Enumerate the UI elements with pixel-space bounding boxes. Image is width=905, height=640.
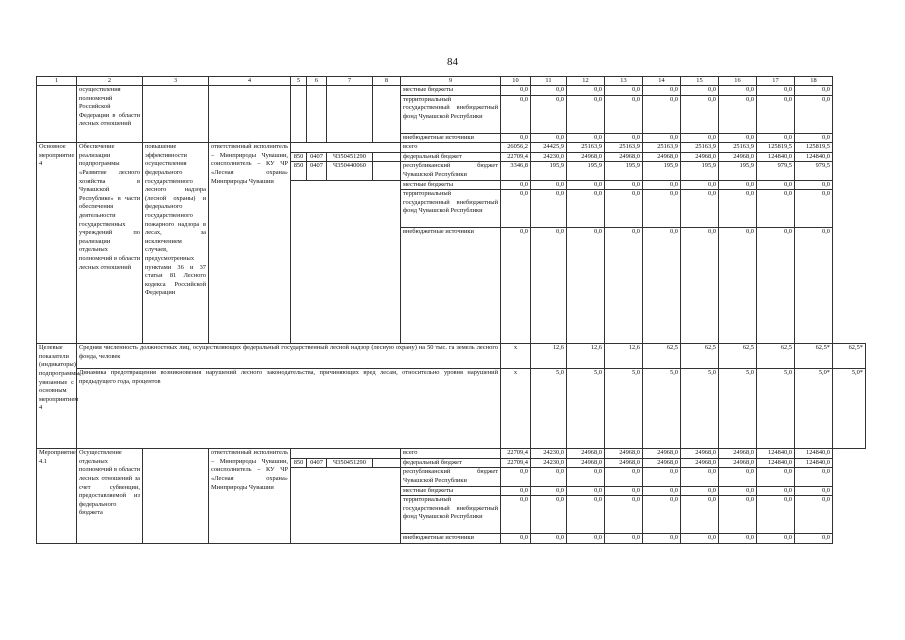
value-cell: 0,0 <box>719 228 757 344</box>
column-header: 1 <box>37 77 77 86</box>
value-cell: 124840,0 <box>757 449 795 459</box>
table-row <box>37 344 866 369</box>
column-header: 17 <box>757 77 795 86</box>
cell-empty <box>291 468 401 543</box>
code-cell: 850 <box>291 162 307 180</box>
value-cell: 0,0 <box>567 496 605 534</box>
column-header: 13 <box>605 77 643 86</box>
event-name-cell: Обеспечение реализации подпрограммы «Развитие лесного хозяйства в Чувашской Республике» в части обеспечения деятельности государственных учреждений по реализации отдельных полномочий в области лесных отношений <box>77 143 143 344</box>
value-cell: 0,0 <box>795 95 833 133</box>
column-header: 11 <box>531 77 567 86</box>
cell-empty <box>373 86 401 143</box>
value-cell: 24230,0 <box>531 152 567 162</box>
value-cell: 0,0 <box>719 468 757 486</box>
value-cell: 25163,9 <box>719 143 757 153</box>
targets-label-cell: Целевые показатели (индикаторы) подпрограммы, увязанные с основным мероприятием 4 <box>37 344 77 449</box>
value-cell: 0,0 <box>531 86 567 96</box>
value-cell: 124840,0 <box>795 458 833 468</box>
x-cell: x <box>501 369 531 449</box>
value-cell: 0,0 <box>757 468 795 486</box>
indicator-text-cell: Средняя численность должностных лиц, осуществляющих федеральный государственный лесной надзор (лесную охрану) на 50 тыс. га земель лесного фонда, человек <box>77 344 501 369</box>
value-cell: 0,0 <box>501 133 531 143</box>
value-cell: 12,6 <box>531 344 567 369</box>
cell-empty <box>307 86 327 143</box>
value-cell: 0,0 <box>501 486 531 496</box>
goal-cell: повышение эффективности осуществления федерального государственного лесного надзора (лесной охраны) и федерального государственного пожарного надзора в лесах, за исключением случаев, предусмотренных пунктами 36 и 37 статьи 81 Лесного кодекса Российской Федерации <box>143 143 209 344</box>
value-cell: 0,0 <box>501 95 531 133</box>
value-cell: 0,0 <box>757 180 795 190</box>
value-cell: 24968,0 <box>605 458 643 468</box>
value-cell: 979,5 <box>795 162 833 180</box>
value-cell: 0,0 <box>501 180 531 190</box>
value-cell: 0,0 <box>567 486 605 496</box>
column-header: 9 <box>401 77 501 86</box>
cell-empty <box>291 143 401 153</box>
table-row <box>37 449 866 459</box>
value-cell: 0,0 <box>567 228 605 344</box>
executor-cell: ответственный исполнитель – Минприроды Чувашии, соисполнитель – КУ ЧР «Лесная охрана» Минприроды Чувашии <box>209 449 291 544</box>
executor-cell: ответственный исполнитель – Минприроды Чувашии, соисполнитель – КУ ЧР «Лесная охрана» Минприроды Чувашии <box>209 143 291 344</box>
cell-empty <box>143 449 209 544</box>
value-cell: 24968,0 <box>643 458 681 468</box>
value-cell: 0,0 <box>757 534 795 544</box>
value-cell: 0,0 <box>643 228 681 344</box>
cell-empty <box>209 86 291 143</box>
cell-empty <box>291 449 401 459</box>
value-cell: 5,0 <box>567 369 605 449</box>
value-cell: 0,0 <box>795 228 833 344</box>
value-cell: 24968,0 <box>605 449 643 459</box>
value-cell: 0,0 <box>643 180 681 190</box>
value-cell: 22709,4 <box>501 458 531 468</box>
value-cell: 25163,9 <box>567 143 605 153</box>
cell-empty <box>327 86 373 143</box>
column-header: 15 <box>681 77 719 86</box>
value-cell: 0,0 <box>643 486 681 496</box>
column-header: 14 <box>643 77 681 86</box>
cell-empty <box>291 180 401 344</box>
column-header: 4 <box>209 77 291 86</box>
column-header: 2 <box>77 77 143 86</box>
value-cell: 0,0 <box>757 190 795 228</box>
value-cell: 0,0 <box>531 228 567 344</box>
value-cell: 24230,0 <box>531 458 567 468</box>
value-cell: 24968,0 <box>719 449 757 459</box>
cell-empty <box>373 152 401 162</box>
cell-empty <box>373 162 401 180</box>
table-row <box>37 86 866 96</box>
value-cell: 0,0 <box>643 190 681 228</box>
value-cell: 0,0 <box>531 534 567 544</box>
value-cell: 25163,9 <box>605 143 643 153</box>
value-cell: 0,0 <box>605 180 643 190</box>
value-cell: 5,0* <box>833 369 866 449</box>
value-cell: 0,0 <box>795 190 833 228</box>
value-cell: 0,0 <box>719 486 757 496</box>
funding-source-cell: федеральный бюджет <box>401 152 501 162</box>
x-cell: x <box>501 344 531 369</box>
value-cell: 24968,0 <box>605 152 643 162</box>
code-cell: 850 <box>291 152 307 162</box>
value-cell: 0,0 <box>681 180 719 190</box>
value-cell: 0,0 <box>501 190 531 228</box>
value-cell: 62,5* <box>795 344 833 369</box>
value-cell: 26056,2 <box>501 143 531 153</box>
value-cell: 0,0 <box>501 496 531 534</box>
value-cell: 0,0 <box>531 486 567 496</box>
value-cell: 0,0 <box>501 86 531 96</box>
value-cell: 125819,5 <box>757 143 795 153</box>
value-cell: 62,5 <box>757 344 795 369</box>
table-row <box>37 77 866 86</box>
column-header: 12 <box>567 77 605 86</box>
value-cell: 0,0 <box>719 95 757 133</box>
value-cell: 195,9 <box>643 162 681 180</box>
value-cell: 0,0 <box>681 468 719 486</box>
value-cell: 24968,0 <box>567 152 605 162</box>
value-cell: 0,0 <box>531 180 567 190</box>
event-label-cell: Основное мероприятие 4 <box>37 143 77 344</box>
value-cell: 25163,9 <box>643 143 681 153</box>
funding-source-cell: территориальный государственный внебюджетный фонд Чувашской Республики <box>401 190 501 228</box>
value-cell: 0,0 <box>643 534 681 544</box>
value-cell: 0,0 <box>531 190 567 228</box>
event-name-cell: осуществления полномочий Российской Федерации в области лесных отношений <box>77 86 143 143</box>
value-cell: 0,0 <box>719 496 757 534</box>
value-cell: 0,0 <box>681 86 719 96</box>
value-cell: 0,0 <box>605 190 643 228</box>
code-cell: Ч350451290 <box>327 458 373 468</box>
value-cell: 24968,0 <box>719 152 757 162</box>
value-cell: 195,9 <box>605 162 643 180</box>
value-cell: 3346,8 <box>501 162 531 180</box>
value-cell: 0,0 <box>795 133 833 143</box>
value-cell: 0,0 <box>795 180 833 190</box>
column-header: 5 <box>291 77 307 86</box>
value-cell: 0,0 <box>795 534 833 544</box>
code-cell: Ч350451290 <box>327 152 373 162</box>
value-cell: 22709,4 <box>501 152 531 162</box>
value-cell: 124840,0 <box>757 458 795 468</box>
value-cell: 0,0 <box>719 86 757 96</box>
value-cell: 0,0 <box>719 133 757 143</box>
funding-source-cell: территориальный государственный внебюджетный фонд Чувашской Республики <box>401 496 501 534</box>
value-cell: 24968,0 <box>643 449 681 459</box>
value-cell: 5,0 <box>643 369 681 449</box>
value-cell: 0,0 <box>605 496 643 534</box>
value-cell: 0,0 <box>757 133 795 143</box>
column-header: 7 <box>327 77 373 86</box>
value-cell: 62,5 <box>719 344 757 369</box>
value-cell: 0,0 <box>643 496 681 534</box>
value-cell: 0,0 <box>605 95 643 133</box>
value-cell: 0,0 <box>605 228 643 344</box>
value-cell: 124840,0 <box>795 449 833 459</box>
value-cell: 5,0* <box>795 369 833 449</box>
value-cell: 0,0 <box>757 95 795 133</box>
value-cell: 0,0 <box>757 86 795 96</box>
value-cell: 25163,9 <box>681 143 719 153</box>
value-cell: 125819,5 <box>795 143 833 153</box>
value-cell: 0,0 <box>681 133 719 143</box>
funding-source-cell: территориальный государственный внебюджетный фонд Чувашской Республики <box>401 95 501 133</box>
value-cell: 0,0 <box>567 86 605 96</box>
value-cell: 0,0 <box>719 534 757 544</box>
value-cell: 0,0 <box>567 180 605 190</box>
value-cell: 0,0 <box>531 95 567 133</box>
value-cell: 24230,0 <box>531 449 567 459</box>
value-cell: 0,0 <box>795 86 833 96</box>
value-cell: 0,0 <box>681 534 719 544</box>
value-cell: 24968,0 <box>643 152 681 162</box>
value-cell: 0,0 <box>567 133 605 143</box>
column-header: 16 <box>719 77 757 86</box>
value-cell: 0,0 <box>605 86 643 96</box>
table-row <box>37 143 866 153</box>
table-row <box>37 369 866 449</box>
value-cell: 24968,0 <box>681 458 719 468</box>
value-cell: 0,0 <box>681 228 719 344</box>
code-cell: 0407 <box>307 458 327 468</box>
funding-source-cell: всего <box>401 449 501 459</box>
value-cell: 24968,0 <box>567 458 605 468</box>
value-cell: 24968,0 <box>681 152 719 162</box>
page-number: 84 <box>447 56 458 68</box>
value-cell: 0,0 <box>757 228 795 344</box>
code-cell: Ч350440060 <box>327 162 373 180</box>
code-cell: 0407 <box>307 152 327 162</box>
column-header: 18 <box>795 77 833 86</box>
indicator-text-cell: Динамика предотвращения возникновения нарушений лесного законодательства, причиняющих вред лесам, относительно уровня нарушений предыдущего года, процентов <box>77 369 501 449</box>
value-cell: 0,0 <box>531 496 567 534</box>
value-cell: 62,5* <box>833 344 866 369</box>
funding-source-cell: внебюджетные источники <box>401 133 501 143</box>
code-cell: 850 <box>291 458 307 468</box>
value-cell: 0,0 <box>795 468 833 486</box>
value-cell: 0,0 <box>643 95 681 133</box>
value-cell: 0,0 <box>719 180 757 190</box>
value-cell: 0,0 <box>605 534 643 544</box>
value-cell: 0,0 <box>531 133 567 143</box>
value-cell: 0,0 <box>567 534 605 544</box>
value-cell: 0,0 <box>643 86 681 96</box>
column-header: 6 <box>307 77 327 86</box>
funding-source-cell: внебюджетные источники <box>401 534 501 544</box>
cell-empty <box>373 458 401 468</box>
value-cell: 0,0 <box>795 496 833 534</box>
value-cell: 12,6 <box>605 344 643 369</box>
value-cell: 0,0 <box>719 190 757 228</box>
value-cell: 5,0 <box>681 369 719 449</box>
cell-empty <box>143 86 209 143</box>
value-cell: 0,0 <box>681 190 719 228</box>
value-cell: 124840,0 <box>795 152 833 162</box>
value-cell: 0,0 <box>501 228 531 344</box>
value-cell: 124840,0 <box>757 152 795 162</box>
value-cell: 0,0 <box>501 534 531 544</box>
value-cell: 62,5 <box>681 344 719 369</box>
funding-source-cell: местные бюджеты <box>401 486 501 496</box>
value-cell: 195,9 <box>531 162 567 180</box>
value-cell: 5,0 <box>719 369 757 449</box>
value-cell: 0,0 <box>681 95 719 133</box>
funding-source-cell: местные бюджеты <box>401 86 501 96</box>
value-cell: 22709,4 <box>501 449 531 459</box>
value-cell: 0,0 <box>605 468 643 486</box>
value-cell: 62,5 <box>643 344 681 369</box>
value-cell: 195,9 <box>567 162 605 180</box>
value-cell: 0,0 <box>757 486 795 496</box>
value-cell: 0,0 <box>643 468 681 486</box>
value-cell: 5,0 <box>531 369 567 449</box>
value-cell: 24968,0 <box>719 458 757 468</box>
column-header: 8 <box>373 77 401 86</box>
column-header: 3 <box>143 77 209 86</box>
value-cell: 5,0 <box>605 369 643 449</box>
funding-source-cell: всего <box>401 143 501 153</box>
value-cell: 0,0 <box>681 486 719 496</box>
value-cell: 0,0 <box>795 486 833 496</box>
value-cell: 0,0 <box>567 468 605 486</box>
value-cell: 0,0 <box>643 133 681 143</box>
value-cell: 0,0 <box>567 190 605 228</box>
value-cell: 24968,0 <box>681 449 719 459</box>
funding-source-cell: республиканский бюджет Чувашской Республики <box>401 468 501 486</box>
value-cell: 0,0 <box>605 486 643 496</box>
value-cell: 195,9 <box>719 162 757 180</box>
event-label-cell: Мероприятие 4.1 <box>37 449 77 544</box>
cell-empty <box>37 86 77 143</box>
value-cell: 0,0 <box>605 133 643 143</box>
value-cell: 0,0 <box>757 496 795 534</box>
funding-source-cell: внебюджетные источники <box>401 228 501 344</box>
event-name-cell: Осуществление отдельных полномочий в области лесных отношений за счет субвенции, предоставляемой из федерального бюджета <box>77 449 143 544</box>
value-cell: 24425,9 <box>531 143 567 153</box>
funding-source-cell: федеральный бюджет <box>401 458 501 468</box>
cell-empty <box>291 86 307 143</box>
funding-source-cell: местные бюджеты <box>401 180 501 190</box>
value-cell: 0,0 <box>567 95 605 133</box>
funding-source-cell: республиканский бюджет Чувашской Республики <box>401 162 501 180</box>
value-cell: 5,0 <box>757 369 795 449</box>
value-cell: 24968,0 <box>567 449 605 459</box>
column-header: 10 <box>501 77 531 86</box>
value-cell: 12,6 <box>567 344 605 369</box>
value-cell: 0,0 <box>531 468 567 486</box>
code-cell: 0407 <box>307 162 327 180</box>
value-cell: 0,0 <box>501 468 531 486</box>
value-cell: 0,0 <box>681 496 719 534</box>
budget-table <box>36 76 866 544</box>
value-cell: 195,9 <box>681 162 719 180</box>
value-cell: 979,5 <box>757 162 795 180</box>
